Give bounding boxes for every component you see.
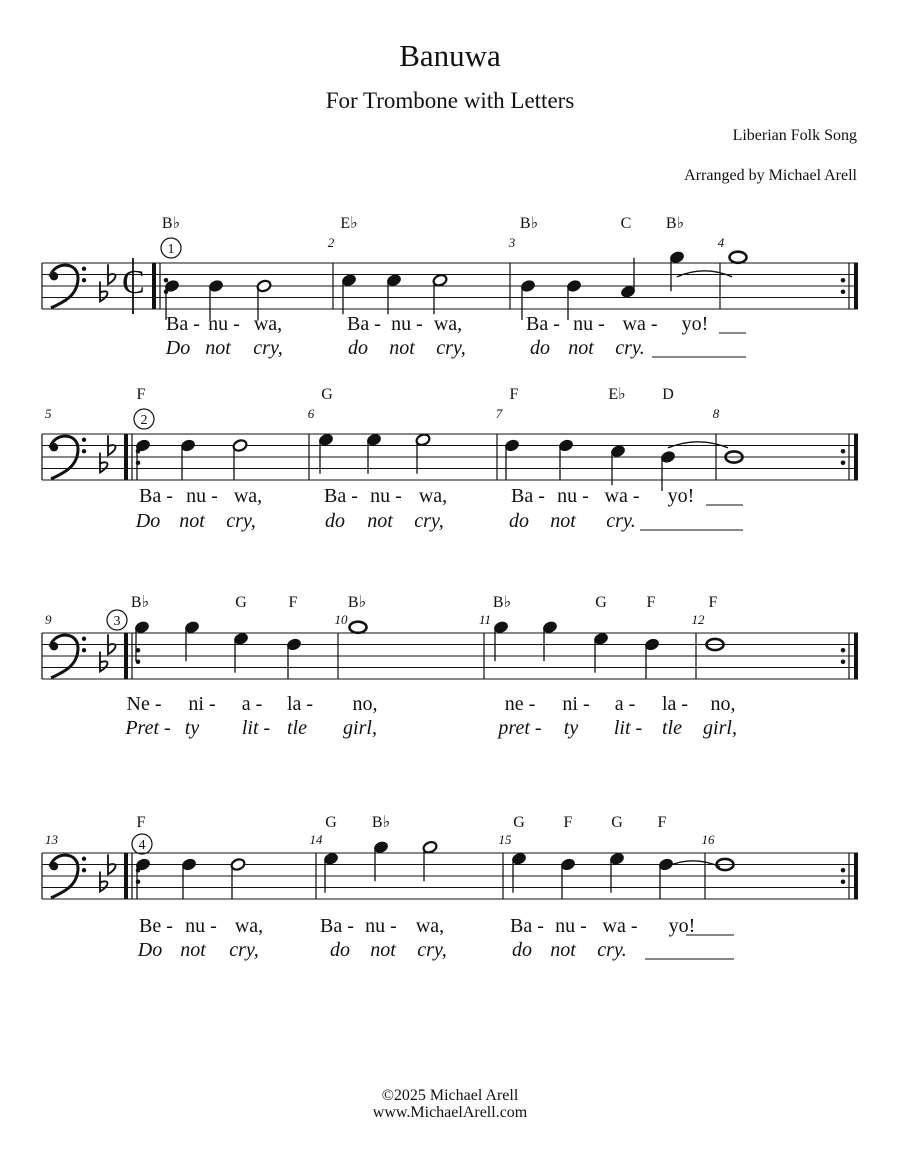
flat-icon <box>108 435 116 455</box>
lyric-verse-1: nu - <box>208 313 240 335</box>
repeat-thick-bar <box>854 633 858 679</box>
measure-number: 14 <box>309 832 323 847</box>
lyric-verse-2: girl, <box>343 717 377 739</box>
lyric-verse-2: cry, <box>229 939 259 961</box>
lyric-verse-1: Ba - <box>511 485 545 507</box>
whole-note <box>730 252 747 263</box>
measure-number: 9 <box>45 612 52 627</box>
lyric-verse-2: do <box>530 337 550 359</box>
lyric-verse-2: cry. <box>615 337 645 359</box>
repeat-thick-bar <box>854 263 858 309</box>
tie <box>677 271 732 277</box>
lyric-verse-2: cry. <box>597 939 627 961</box>
chord-symbol: F <box>646 594 656 611</box>
repeat-dot <box>841 289 846 294</box>
repeat-dot <box>841 460 846 465</box>
bass-clef-dot-icon <box>82 278 86 282</box>
lyric-verse-1: la - <box>286 693 314 715</box>
bass-clef-dot-icon <box>50 272 58 280</box>
repeat-thick-bar <box>854 434 858 480</box>
lyric-verse-2: cry, <box>436 337 466 359</box>
repeat-dot <box>841 879 846 884</box>
lyric-verse-2: tle <box>662 717 682 739</box>
lyric-verse-1: Be - <box>139 915 173 937</box>
repeat-thick-bar <box>854 853 858 899</box>
lyric-verse-2: cry, <box>417 939 447 961</box>
chord-symbol: B♭ <box>347 594 367 611</box>
lyric-verse-1: nu - <box>185 915 217 937</box>
lyric-verse-1: ne - <box>504 693 536 715</box>
bass-clef-dot-icon <box>50 862 58 870</box>
chord-symbol: F <box>563 814 573 831</box>
measure-number: 16 <box>701 832 715 847</box>
bass-clef-dot-icon <box>82 267 86 271</box>
repeat-dot <box>164 278 169 283</box>
measure-number: 15 <box>498 832 512 847</box>
chord-symbol: G <box>595 594 607 611</box>
arranger-credit: Arranged by Michael Arell <box>684 167 857 184</box>
footer <box>0 1087 900 1121</box>
measure-number: 7 <box>495 406 503 421</box>
lyric-verse-1: la - <box>661 693 689 715</box>
bass-clef-dot-icon <box>82 857 86 861</box>
rehearsal-mark: 2 <box>140 413 148 428</box>
flat-icon <box>100 282 108 302</box>
staff-system-1 <box>42 215 858 359</box>
page-title: Banuwa <box>399 38 501 73</box>
chord-symbol: F <box>509 386 519 403</box>
staff-system-4 <box>42 814 858 961</box>
chord-symbol: B♭ <box>161 215 181 232</box>
lyric-verse-1: ni - <box>188 693 216 715</box>
lyric-verse-1: nu - <box>370 485 402 507</box>
measure-number: 13 <box>45 832 58 847</box>
lyric-verse-2: ty <box>184 717 200 739</box>
chord-symbol: D <box>662 386 674 403</box>
chord-symbol: B♭ <box>519 215 539 232</box>
lyric-verse-2: not <box>370 939 396 961</box>
chord-symbol: C <box>620 215 632 232</box>
lyric-verse-2: not <box>568 337 594 359</box>
lyric-verse-2: not <box>205 337 231 359</box>
bass-clef-dot-icon <box>82 449 86 453</box>
lyric-verse-1: wa, <box>253 313 283 335</box>
lyric-verse-1: yo! <box>668 915 696 937</box>
chord-symbol: B♭ <box>371 814 391 831</box>
lyric-verse-2: do <box>330 939 350 961</box>
chord-symbol: F <box>708 594 718 611</box>
tie <box>666 861 720 867</box>
repeat-dot <box>841 278 846 283</box>
lyric-verse-1: wa - <box>602 915 638 937</box>
lyric-verse-2: Do <box>137 939 163 961</box>
lyric-verse-1: wa, <box>418 485 448 507</box>
bass-clef-dot-icon <box>82 438 86 442</box>
lyric-verse-1: wa, <box>415 915 445 937</box>
lyric-verse-2: not <box>367 510 393 532</box>
repeat-thick-bar <box>152 263 156 309</box>
lyric-verse-2: not <box>180 939 206 961</box>
lyric-verse-1: wa, <box>234 915 264 937</box>
website-text: www.MichaelArell.com <box>372 1104 528 1121</box>
bass-clef-dot-icon <box>82 648 86 652</box>
lyric-verse-1: Ne - <box>126 693 162 715</box>
lyric-verse-1: yo! <box>681 313 709 335</box>
lyric-verse-1: yo! <box>667 485 695 507</box>
lyric-verse-2: lit - <box>241 717 271 739</box>
lyric-verse-2: Do <box>165 337 191 359</box>
cut-time-icon: C <box>122 263 145 301</box>
repeat-dot <box>841 449 846 454</box>
lyric-verse-2: not <box>179 510 205 532</box>
lyric-verse-2: cry. <box>606 510 636 532</box>
repeat-thick-bar <box>124 633 128 679</box>
tie <box>668 442 728 448</box>
staff-system-2 <box>42 386 858 532</box>
lyric-verse-1: a - <box>241 693 263 715</box>
measure-number: 12 <box>691 612 705 627</box>
lyric-verse-2: do <box>325 510 345 532</box>
rehearsal-mark: 4 <box>138 838 146 853</box>
measure-number: 11 <box>478 612 492 627</box>
lyric-verse-1: wa - <box>604 485 640 507</box>
lyric-verse-1: Ba - <box>320 915 354 937</box>
repeat-dot <box>841 648 846 653</box>
chord-symbol: B♭ <box>130 594 150 611</box>
bass-clef-dot-icon <box>82 868 86 872</box>
chord-symbol: E♭ <box>608 386 626 403</box>
chord-symbol: E♭ <box>340 215 358 232</box>
lyric-verse-1: nu - <box>573 313 605 335</box>
lyric-verse-1: a - <box>614 693 636 715</box>
bass-clef-dot-icon <box>50 642 58 650</box>
lyric-verse-1: Ba - <box>324 485 358 507</box>
chord-symbol: B♭ <box>492 594 512 611</box>
measure-number: 6 <box>307 406 315 421</box>
lyric-verse-2: cry, <box>414 510 444 532</box>
chord-symbol: G <box>513 814 525 831</box>
chord-symbol: G <box>321 386 333 403</box>
lyric-verse-1: Ba - <box>526 313 560 335</box>
chord-symbol: G <box>611 814 623 831</box>
measure-number: 10 <box>334 612 348 627</box>
flat-icon <box>108 854 116 874</box>
lyric-verse-1: wa - <box>622 313 658 335</box>
page-subtitle: For Trombone with Letters <box>325 88 575 113</box>
lyric-verse-2: cry, <box>253 337 283 359</box>
flat-icon <box>100 652 108 672</box>
lyric-verse-2: ty <box>563 717 579 739</box>
repeat-thick-bar <box>124 434 128 480</box>
lyric-verse-1: no, <box>710 693 736 715</box>
chord-symbol: G <box>325 814 337 831</box>
repeat-dot <box>841 659 846 664</box>
lyric-verse-2: girl, <box>703 717 737 739</box>
lyric-verse-2: Do <box>135 510 161 532</box>
chord-symbol: F <box>136 814 146 831</box>
lyric-verse-2: not <box>550 939 576 961</box>
flat-icon <box>100 453 108 473</box>
flat-icon <box>108 634 116 654</box>
lyric-verse-1: Ba - <box>139 485 173 507</box>
lyric-verse-1: nu - <box>557 485 589 507</box>
measure-number: 8 <box>712 406 720 421</box>
measure-number: 5 <box>45 406 52 421</box>
lyric-verse-2: lit - <box>613 717 643 739</box>
lyric-verse-1: wa, <box>433 313 463 335</box>
lyric-verse-1: wa, <box>233 485 263 507</box>
lyric-verse-2: do <box>348 337 368 359</box>
lyric-verse-1: nu - <box>391 313 423 335</box>
repeat-thick-bar <box>124 853 128 899</box>
copyright-text: ©2025 Michael Arell <box>381 1087 519 1104</box>
whole-note <box>350 622 367 633</box>
lyric-verse-2: tle <box>287 717 307 739</box>
repeat-dot <box>841 868 846 873</box>
flat-icon <box>100 872 108 892</box>
bass-clef-dot-icon <box>50 443 58 451</box>
lyric-verse-1: no, <box>352 693 378 715</box>
lyric-verse-2: pret - <box>498 717 542 739</box>
flat-icon <box>108 264 116 284</box>
lyric-verse-1: nu - <box>186 485 218 507</box>
rehearsal-mark: 3 <box>113 614 121 629</box>
chord-symbol: F <box>136 386 146 403</box>
measure-number: 3 <box>508 235 516 250</box>
measure-number: 2 <box>327 235 335 250</box>
lyric-verse-2: do <box>512 939 532 961</box>
rehearsal-mark: 1 <box>167 242 175 257</box>
lyric-verse-2: cry, <box>226 510 256 532</box>
lyric-verse-2: do <box>509 510 529 532</box>
lyric-verse-2: not <box>550 510 576 532</box>
lyric-verse-1: Ba - <box>347 313 381 335</box>
lyric-verse-1: ni - <box>562 693 590 715</box>
chord-symbol: G <box>235 594 247 611</box>
chord-symbol: B♭ <box>665 215 685 232</box>
staff-system-3 <box>42 594 858 739</box>
composer-credit: Liberian Folk Song <box>732 127 857 144</box>
lyric-verse-2: Pret - <box>125 717 171 739</box>
lyric-verse-1: nu - <box>555 915 587 937</box>
bass-clef-dot-icon <box>82 637 86 641</box>
chord-symbol: F <box>288 594 298 611</box>
lyric-verse-1: Ba - <box>166 313 200 335</box>
lyric-verse-2: not <box>389 337 415 359</box>
measure-number: 4 <box>717 235 725 250</box>
lyric-verse-1: nu - <box>365 915 397 937</box>
chord-symbol: F <box>657 814 667 831</box>
lyric-verse-1: Ba - <box>510 915 544 937</box>
